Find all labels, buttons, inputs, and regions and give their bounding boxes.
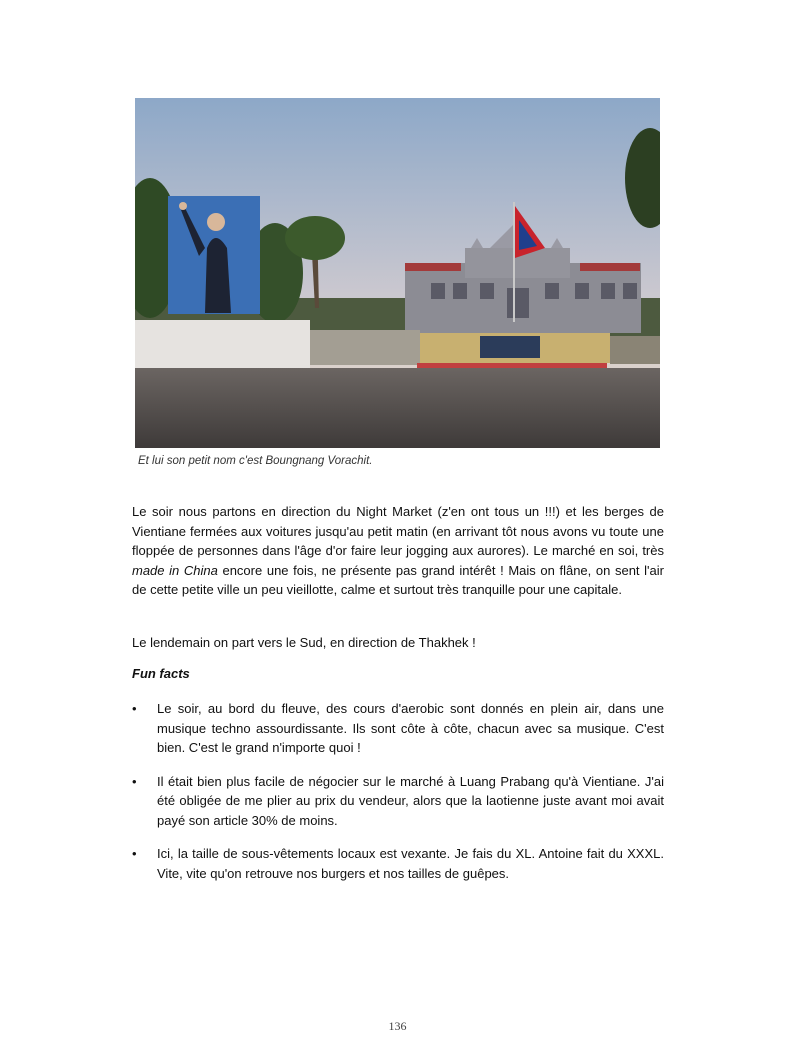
- fun-facts-list: [132, 699, 664, 897]
- list-item: [132, 772, 664, 831]
- paragraph-text: encore une fois, ne présente pas grand intérêt ! Mais on flâne, on sent l'air de cette petite ville un peu vieillotte, calme et surtout très tranquille pour une capitale.: [132, 562, 664, 597]
- paragraph-text: Le soir nous partons en direction du Night Market (z'en ont tous un !!!) et les berges de Vientiane fermées aux voitures jusqu'au petit matin (en arrivant tôt nous avons vu toute une floppée de personnes dans l'âge d'or faire leur jogging aux aurores). Le marché en soi, très: [132, 504, 664, 558]
- fun-facts-heading: Fun facts: [132, 666, 190, 681]
- list-item: [132, 699, 664, 758]
- list-item-text: Le soir, au bord du fleuve, des cours d'aerobic sont donnés en plein air, dans une musique techno assourdissante. Ils sont côte à côte, chacun avec sa musique. C'est bien. C'est le grand n'importe quoi !: [157, 701, 664, 755]
- list-item-text: Il était bien plus facile de négocier sur le marché à Luang Prabang qu'à Vientiane. J'ai été obligée de me plier au prix du vendeur, alors que la laotienne juste avant moi avait payé son article 30% de moins.: [157, 773, 664, 828]
- palace-photo-icon: [135, 98, 660, 448]
- paragraph-thakhek: Le lendemain on part vers le Sud, en direction de Thakhek !: [132, 635, 476, 650]
- page-number: 136: [388, 1019, 407, 1033]
- list-item-text: Ici, la taille de sous-vêtements locaux est vexante. Je fais du XL. Antoine fait du XXXL. Vite, vite qu'on retrouve nos burgers et nos tailles de guêpes.: [157, 846, 664, 881]
- emphasis-made-in-china: made in China: [132, 562, 218, 578]
- photo-caption: Et lui son petit nom c'est Boungnang Vorachit.: [138, 455, 373, 467]
- photo-presidential-palace: [135, 98, 660, 448]
- paragraph-night-market: [132, 502, 664, 600]
- list-item: [132, 844, 664, 883]
- bullet-icon: •: [132, 701, 137, 716]
- bullet-icon: •: [132, 846, 137, 861]
- bullet-icon: •: [132, 773, 137, 789]
